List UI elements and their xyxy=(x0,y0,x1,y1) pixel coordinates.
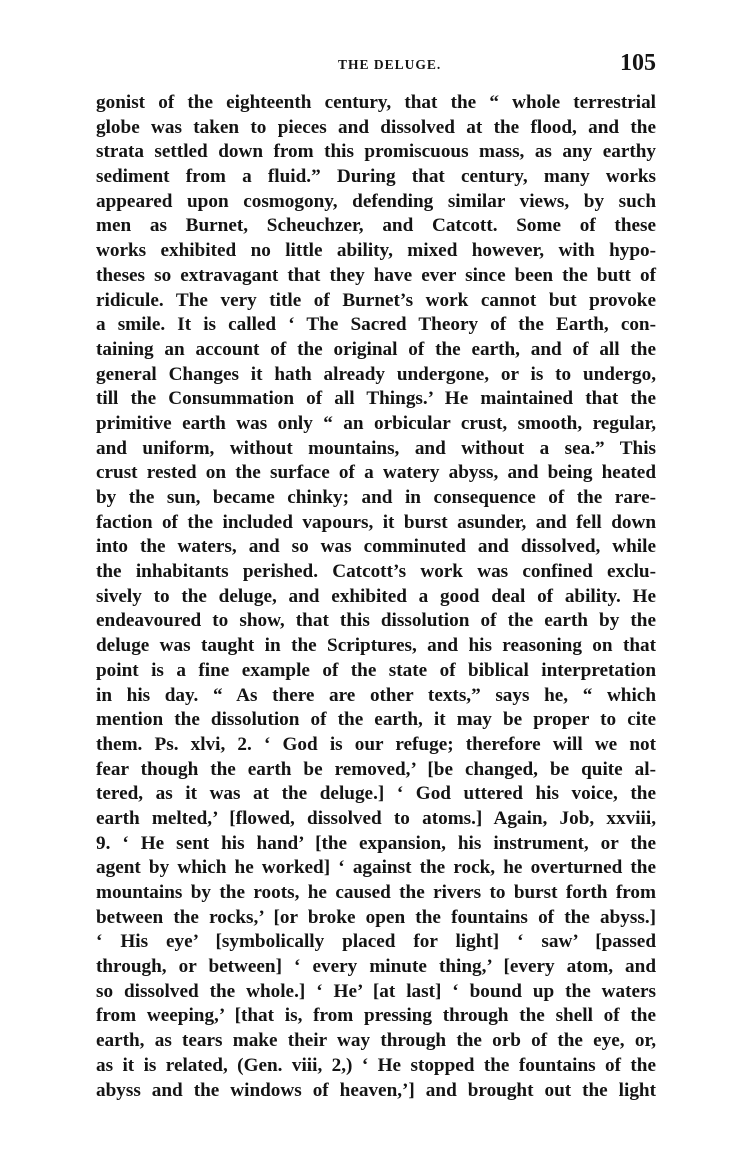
text-line: through, or between] ‘ every minute thing,’ [every atom, and xyxy=(96,956,656,978)
text-line: from weeping,’ [that is, from pressing through the shell of the xyxy=(96,1005,656,1027)
running-head xyxy=(96,50,656,84)
text-line: primitive earth was only “ an orbicular crust, smooth, regular, xyxy=(96,412,656,434)
text-line: mountains by the roots, he caused the rivers to burst forth from xyxy=(96,882,656,903)
text-line: globe was taken to pieces and dissolved at the flood, and the xyxy=(96,116,656,138)
running-title: THE DELUGE. xyxy=(338,57,442,72)
text-line: men as Burnet, Scheuchzer, and Catcott. Some of these xyxy=(96,215,656,237)
text-line: till the Consummation of all Things.’ He maintained that the xyxy=(96,388,656,410)
text-line: sediment from a fluid.” During that century, many works xyxy=(96,166,656,188)
text-line: gonist of the eighteenth century, that the “ whole terrestrial xyxy=(96,92,656,113)
text-line: agent by which he worked] ‘ against the rock, he overturned the xyxy=(96,857,656,879)
text-line: between the rocks,’ [or broke open the fountains of the abyss.] xyxy=(96,906,656,928)
text-line: endeavoured to show, that this dissolution of the earth by the xyxy=(96,610,656,632)
text-line: in his day. “ As there are other texts,” says he, “ which xyxy=(96,684,656,706)
text-line: and uniform, without mountains, and without a sea.” This xyxy=(96,437,656,459)
text-line: fear though the earth be removed,’ [be changed, be quite al- xyxy=(96,758,656,780)
text-line: earth, as tears make their way through the orb of the eye, or, xyxy=(96,1030,656,1052)
text-line: appeared upon cosmogony, defending similar views, by such xyxy=(96,190,656,212)
text-line: the inhabitants perished. Catcott’s work was confined exclu- xyxy=(96,561,656,583)
text-line: them. Ps. xlvi, 2. ‘ God is our refuge; therefore will we not xyxy=(96,733,656,755)
text-line: sively to the deluge, and exhibited a good deal of ability. He xyxy=(96,585,656,607)
text-line: by the sun, became chinky; and in consequence of the rare- xyxy=(96,487,656,508)
text-line: so dissolved the whole.] ‘ He’ [at last] ‘ bound up the waters xyxy=(96,980,656,1002)
text-line: abyss and the windows of heaven,’] and brought out the light xyxy=(96,1079,656,1101)
text-line: theses so extravagant that they have ever since been the butt of xyxy=(96,264,656,286)
text-line: deluge was taught in the Scriptures, and his reasoning on that xyxy=(96,635,656,657)
text-line: general Changes it hath already undergone, or is to undergo, xyxy=(96,363,656,385)
text-line: into the waters, and so was comminuted and dissolved, while xyxy=(96,536,656,558)
text-line: strata settled down from this promiscuous mass, as any earthy xyxy=(96,141,656,163)
text-line: works exhibited no little ability, mixed however, with hypo- xyxy=(96,240,656,262)
text-line: mention the dissolution of the earth, it may be proper to cite xyxy=(96,709,656,731)
text-line: a smile. It is called ‘ The Sacred Theory of the Earth, con- xyxy=(96,314,656,336)
page-number: 105 xyxy=(620,50,656,76)
text-line: 9. ‘ He sent his hand’ [the expansion, his instrument, or the xyxy=(96,832,656,854)
text-line: ridicule. The very title of Burnet’s work cannot but provoke xyxy=(96,289,656,311)
text-line: tered, as it was at the deluge.] ‘ God uttered his voice, the xyxy=(96,783,656,805)
body-text xyxy=(96,91,656,1103)
text-line: as it is related, (Gen. viii, 2,) ‘ He stopped the fountains of the xyxy=(96,1054,656,1076)
text-line: point is a fine example of the state of biblical interpretation xyxy=(96,659,656,681)
text-line: ‘ His eye’ [symbolically placed for light] ‘ saw’ [passed xyxy=(96,931,656,953)
text-line: taining an account of the original of the earth, and of all the xyxy=(96,338,656,360)
text-line: earth melted,’ [flowed, dissolved to atoms.] Again, Job, xxviii, xyxy=(96,807,656,829)
text-line: crust rested on the surface of a watery abyss, and being heated xyxy=(96,462,656,484)
text-line: faction of the included vapours, it burst asunder, and fell down xyxy=(96,511,656,533)
